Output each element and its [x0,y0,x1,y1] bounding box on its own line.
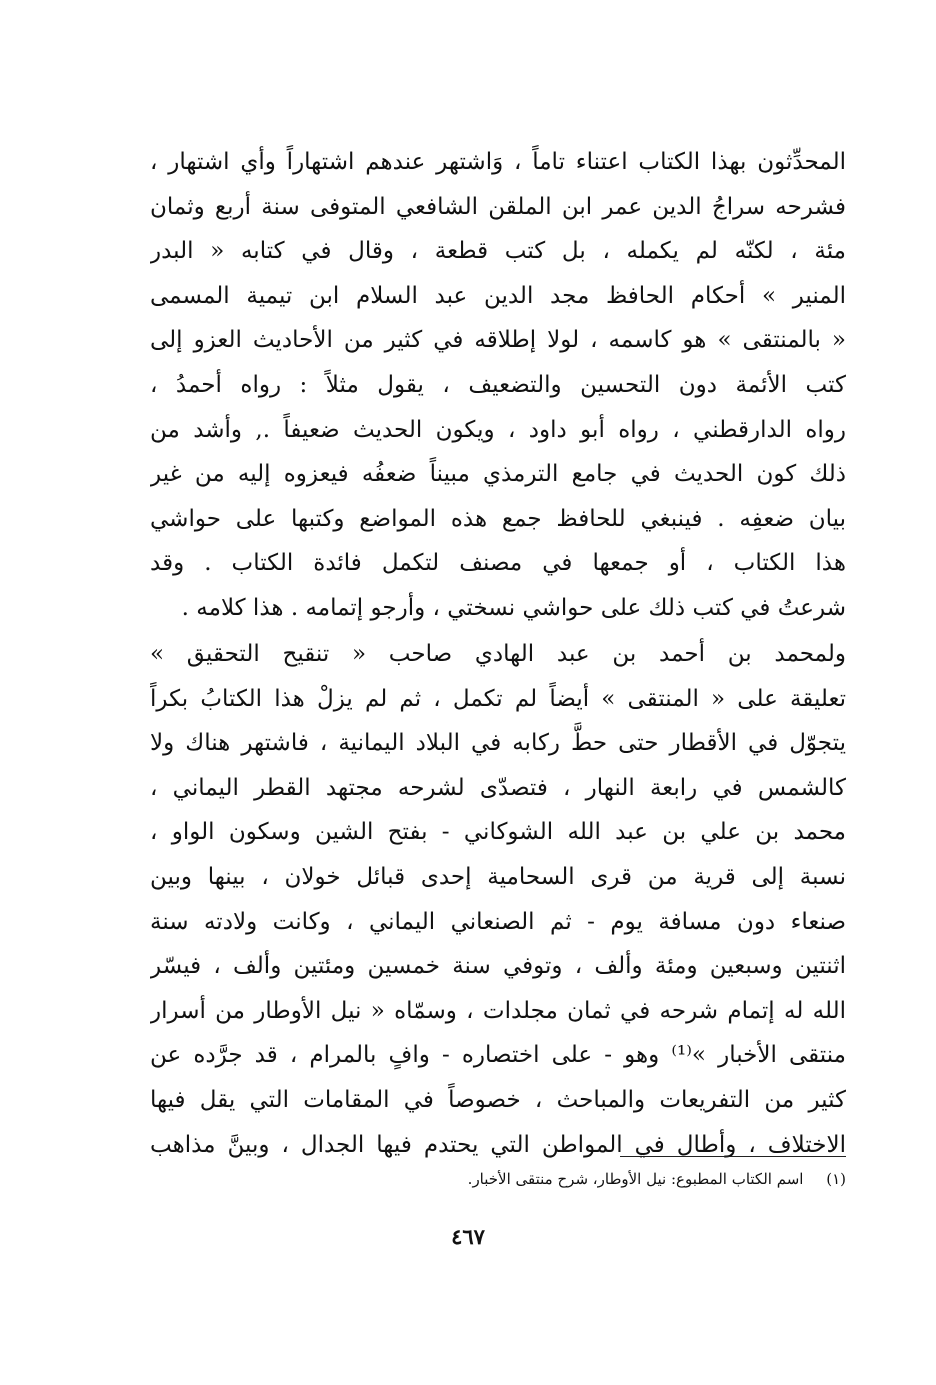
text-line: بيان ضعفِه . فينبغي للحافظ جمع هذه المواضع وكتبها على حواشي [150,505,846,532]
text-line: مئة ، لكنّه لم يكمله ، بل كتب قطعة ، وقال في كتابه « البدر [150,238,846,265]
text-line: « بالمنتقى » هو كاسمه ، لولا إطلاقه في كثير من الأحاديث العزو إلى [150,327,846,354]
paragraph-1 [150,140,846,631]
footnote-divider [620,1156,846,1157]
text-line: يتجوّل في الأقطار حتى حطَّ ركابه في البلاد اليمانية ، فاشتهر هناك ولا [150,730,846,757]
text-line: ولمحمد بن أحمد بن عبد الهادي صاحب « تنقيح التحقيق » [150,641,846,667]
text-line: اثنتين وسبعين ومئة وألف ، وتوفي سنة خمسين ومئتين وألف ، فيسّر [150,953,846,980]
text-line: رواه الدارقطني ، رواه أبو داود ، ويكون الحديث ضعيفاً ., وأشد من [150,416,846,443]
text-line: تعليقة على « المنتقى » أيضاً لم تكمل ، ثم لم يزلْ هذا الكتابُ بكراً [150,685,846,712]
text-line: صنعاء دون مسافة يوم - ثم الصنعاني اليماني ، وكانت ولادته سنة [150,908,846,935]
text-line: هذا الكتاب ، أو جمعها في مصنف لتكمل فائدة الكتاب . وقد [150,550,846,577]
text-line: ذلك كون الحديث في جامع الترمذي مبيناً ضعفُه فيعزوه إليه من غير [150,461,846,488]
text-line: فشرحه سراجُ الدين عمر ابن الملقن الشافعي المتوفى سنة أربع وثمان [150,193,846,220]
footnote-text: اسم الكتاب المطبوع: نيل الأوطار، شرح منتقى الأخبار. [467,1170,804,1188]
footnote-marker: (١) [826,1170,846,1188]
text-line: محمد بن علي بن عبد الله الشوكاني - بفتح الشين وسكون الواو ، [150,819,846,846]
text-line: الاختلاف ، وأطال في المواطن التي يحتدم فيها الجدال ، وبينَّ مذاهب [150,1131,846,1158]
text-line: نسبة إلى قرية من قرى السحامية إحدى قبائل خولان ، بينها وبين [150,863,846,890]
text-line: المحدِّثون بهذا الكتاب اعتناء تاماً ، وَاشتهر عندهم اشتهاراً وأي اشتهار ، [150,149,846,175]
paragraph-2 [150,632,846,1167]
text-line: كثير من التفريعات والمباحث ، خصوصاً في المقامات التي يقل فيها [150,1086,846,1113]
text-line: المنير » أحكام الحافظ مجد الدين عبد السلام ابن تيمية المسمى [150,282,846,309]
text-line: كالشمس في رابعة النهار ، فتصدّى لشرحه مجتهد القطر اليماني ، [150,774,846,801]
text-line: الله له إتمام شرحه في ثمان مجلدات ، وسمّاه « نيل الأوطار من أسرار [150,997,846,1024]
page-number: ٤٦٧ [451,1224,485,1249]
footnote [300,1165,846,1193]
text-line: منتقى الأخبار »⁽¹⁾ وهو - على اختصاره - وافٍ بالمرام ، قد جرَّده عن [150,1042,846,1069]
text-line: كتب الأئمة دون التحسين والتضعيف ، يقول مثلاً : رواه أحمدُ ، [150,371,846,398]
text-line: شرعتُ في كتب ذلك على حواشي نسختي ، وأرجو إتمامه . هذا كلامه . [181,594,846,621]
